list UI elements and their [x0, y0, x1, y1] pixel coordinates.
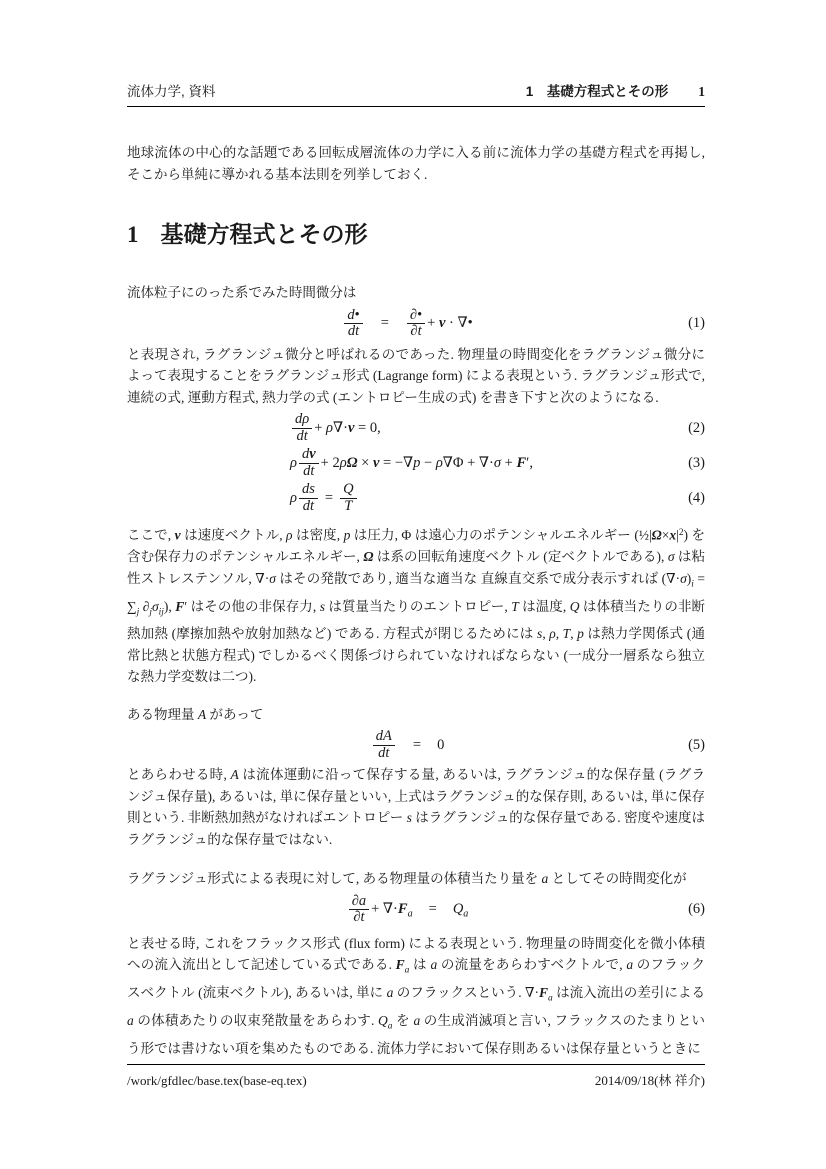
header-right [526, 84, 705, 100]
fraction: $\frac{\partial a}{\partial t}$ [349, 894, 369, 926]
page-footer [127, 1072, 705, 1090]
fraction: $\frac{d\rho}{dt}$ [292, 412, 312, 444]
equation-number-6: (6) [688, 901, 705, 918]
equation-4 [127, 482, 705, 514]
equation-number-5: (5) [688, 736, 705, 753]
equation-4-body [127, 482, 688, 514]
fraction: $\frac{dv}{dt}$ [299, 447, 319, 479]
equation-3-prefix: ρ [290, 454, 297, 471]
equation-4-prefix: ρ [290, 489, 297, 506]
intro-paragraph: 地球流体の中心的な話題である回転成層流体の力学に入る前に流体力学の基礎方程式を再掲し, そこから単純に導かれる基本法則を列挙しておく. [127, 145, 705, 182]
equation-1-tail: + v · ∇• [427, 315, 473, 331]
section-title: 基礎方程式とその形 [160, 221, 368, 247]
equation-2 [127, 412, 705, 444]
equation-5-tail: 0 [437, 736, 445, 753]
header-left-title: 流体力学, 資料 [127, 84, 216, 99]
paragraph-flux-intro: ラグランジュ形式による表現に対して, ある物理量の体積当たり量を a としてその時間変化が [127, 871, 687, 887]
equation-5 [127, 729, 705, 761]
paragraph-lagrange-form: と表現され, ラグランジュ微分と呼ばれるのであった. 物理量の時間変化をラグランジュ微分によって表現することをラグランジュ形式 (Lagrange form) による表現という. ラグランジュ形式で, 連続の式, 運動方程式, 熱力学の式 (エントロピー生成の式) を書き下すと次のようになる. [127, 346, 705, 405]
equals-sign: = [428, 901, 437, 918]
paragraph-conservation: とあらわせる時, A は流体運動に沿って保存する量, あるいは, ラグランジュ的な保存量 (ラグランジュ保存量), あるいは, 単に保存量といい, 上式はラグランジュ的な保存則, あるいは, 単に保存則という. 非断熱加熱がなければエントロピー s はラグランジュ的な保存量である. 密度や速度はラグランジュ的な保存量ではない. [127, 767, 705, 847]
header-page-number: 1 [698, 84, 705, 99]
fraction: $\frac{Q}{T}$ [340, 482, 356, 514]
equals-sign: = [380, 315, 389, 331]
equals-sign: = [412, 736, 422, 753]
equation-3-tail: + 2ρΩ × v = −∇p − ρ∇Φ + ∇·σ + F′, [320, 454, 533, 471]
equation-number-3: (3) [688, 454, 705, 471]
equation-6-lhs-tail: + $\nabla\cdot F_a$ [371, 900, 413, 920]
equals-sign: = [324, 489, 334, 506]
paragraph-quantity-a: ある物理量 A があって [127, 706, 264, 722]
equation-1 [127, 308, 705, 340]
fraction: $\frac{ds}{dt}$ [299, 482, 318, 514]
section-number: 1 [127, 222, 139, 247]
equation-3 [127, 447, 705, 479]
paragraph-flux-form: と表せる時, これをフラックス形式 (flux form) による表現という. 物理量の時間変化を微小体積への流入流出として記述している式である. $F_a$ は a の流量をあらわすベクトルで, a のフラックスベクトル (流束ベクトル), あるいは, 単に a のフラックスという. $\nabla\cdot F_a$ は流入流出の差引による a の体積あたりの収束発散量をあらわす. $Q_a$ を a の生成消滅項と言い, フラックスのたまりという形では書けない項を集めたものである. 流体力学において保存則あるいは保存量というときに [127, 935, 706, 1056]
equation-5-body [127, 729, 688, 761]
header-rule [127, 106, 705, 107]
main-content [127, 120, 705, 1059]
equation-number-4: (4) [688, 489, 705, 506]
footer-date-author: 2014/09/18(林 祥介) [594, 1073, 705, 1088]
equation-number-1: (1) [688, 315, 705, 331]
page-header [127, 84, 705, 100]
equation-2-body [127, 412, 688, 444]
equation-6 [127, 894, 705, 926]
fraction: $\frac{d•}{dt}$ [344, 308, 362, 340]
equation-6-body [127, 894, 688, 926]
paragraph-time-derivative-intro: 流体粒子にのった系でみた時間微分は [127, 285, 357, 300]
header-section-title: 1 基礎方程式とその形 [525, 84, 669, 99]
footer-source-path: /work/gfdlec/base.tex(base-eq.tex) [127, 1073, 307, 1088]
fraction: $\frac{dA}{dt}$ [373, 729, 395, 761]
equation-1-body [127, 308, 688, 340]
section-heading [127, 219, 705, 250]
equation-3-body [127, 447, 688, 479]
paragraph-symbols: ここで, v は速度ベクトル, ρ は密度, p は圧力, Φ は遠心力のポテンシャルエネルギー $(\frac{1}{2}|\Omega\times x|^2)$ を含む保存力のポテンシャルエネルギー, Ω は系の回転角速度ベクトル (定ベクトルである), σ は粘性ストレステンソル, ∇·σ はその発散であり, 適当な適当な 直線直交系で成分表示すれば $(\nabla\cdot\sigma)_i = \sum_j$ $\partial_j\sigma_{ij}$), F′ はその他の非保存力, s は質量当たりのエントロピー, T は温度, Q は体積当たりの非断熱加熱 (摩擦加熱や放射加熱など) である. 方程式が閉じるためには s, ρ, T, p は熱力学関係式 (通常比熱と状態方程式) でしかるべく関係づけられていなければならない (一成分一層系なら独立な熱力学変数は二つ). [127, 527, 706, 685]
equation-6-rhs: $Q_a$ [452, 900, 469, 920]
footer-rule [127, 1064, 705, 1065]
equation-number-2: (2) [688, 419, 705, 436]
equation-2-tail: + ρ∇·v = 0, [314, 419, 381, 436]
fraction: $\frac{\partial•}{\partial t}$ [407, 308, 425, 340]
